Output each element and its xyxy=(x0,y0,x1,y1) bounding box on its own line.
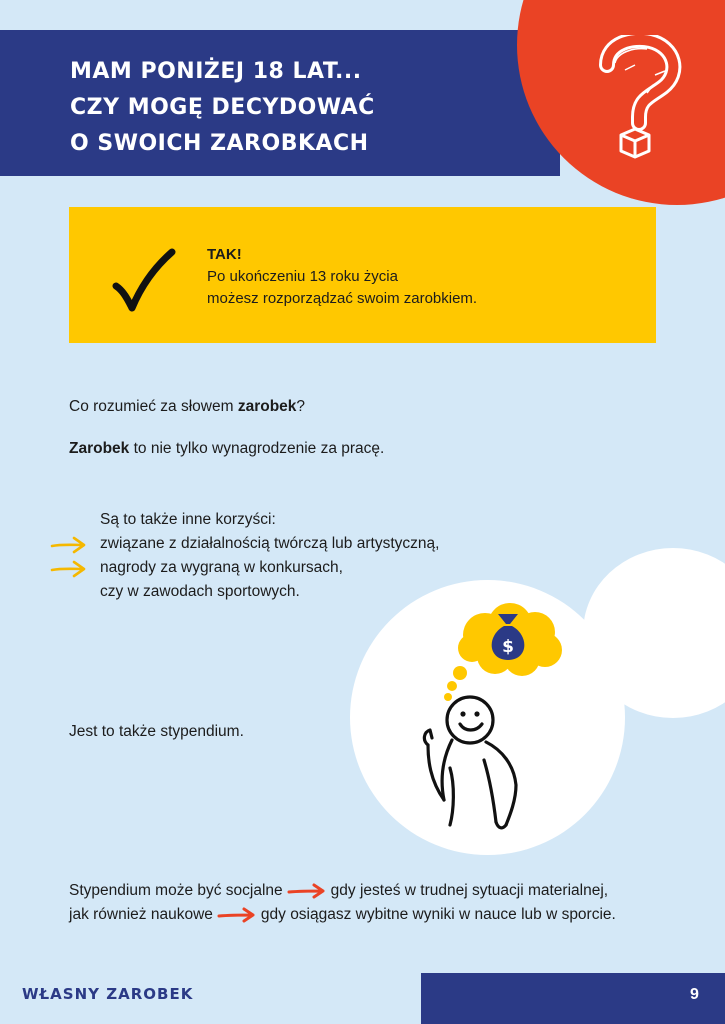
benefits-intro: Są to także inne korzyści: xyxy=(100,511,276,528)
answer-line-2: możesz rozporządzać swoim zarobkiem. xyxy=(207,290,478,307)
stipend-academic-condition: gdy osiągasz wybitne wyniki w nauce lub w sporcie. xyxy=(260,906,616,923)
stipend-line-2 xyxy=(69,903,616,927)
definition-answer xyxy=(69,437,384,461)
dollar-sign: $ xyxy=(502,637,514,657)
benefits-list xyxy=(100,508,439,604)
page-number: 9 xyxy=(690,986,699,1003)
list-item: czy w zawodach sportowych. xyxy=(100,583,300,600)
thinking-person-illustration xyxy=(410,600,570,840)
stipend-paragraph xyxy=(69,879,616,927)
title-line-2: CZY MOGĘ DECYDOWAĆ xyxy=(70,95,375,120)
answer-keyword: Zarobek xyxy=(69,440,130,457)
stipend-social: Stypendium może być socjalne xyxy=(69,882,283,899)
arrow-right-icon xyxy=(50,560,88,578)
page-title xyxy=(70,54,375,162)
arrow-right-icon xyxy=(50,536,88,554)
title-line-1: MAM PONIŻEJ 18 LAT... xyxy=(70,59,362,84)
question-mark-icon xyxy=(595,35,690,160)
check-mark-icon xyxy=(112,248,176,314)
answer-text xyxy=(207,244,477,310)
question-text: Co rozumieć za słowem xyxy=(69,398,238,415)
stipend-social-condition: gdy jesteś w trudnej sytuacji materialnej, xyxy=(330,882,609,899)
answer-rest: to nie tylko wynagrodzenie za pracę. xyxy=(129,440,385,457)
question-keyword: zarobek xyxy=(237,398,297,415)
answer-line-1: Po ukończeniu 13 roku życia xyxy=(207,268,398,285)
list-item: nagrody za wygraną w konkursach, xyxy=(100,559,343,576)
arrow-right-icon xyxy=(217,907,257,923)
footer-title: WŁASNY ZAROBEK xyxy=(22,985,194,1003)
list-item: związane z działalnością twórczą lub artystyczną, xyxy=(100,535,440,552)
stipend-line-1 xyxy=(69,879,616,903)
definition-question xyxy=(69,395,305,419)
answer-heading: TAK! xyxy=(207,246,242,263)
scholarship-line: Jest to także stypendium. xyxy=(69,723,244,740)
question-end: ? xyxy=(296,398,306,415)
arrow-right-icon xyxy=(287,883,327,899)
stipend-academic: jak również naukowe xyxy=(69,906,213,923)
title-line-3: O SWOICH ZAROBKACH xyxy=(70,131,369,156)
footer-band xyxy=(421,973,725,1024)
